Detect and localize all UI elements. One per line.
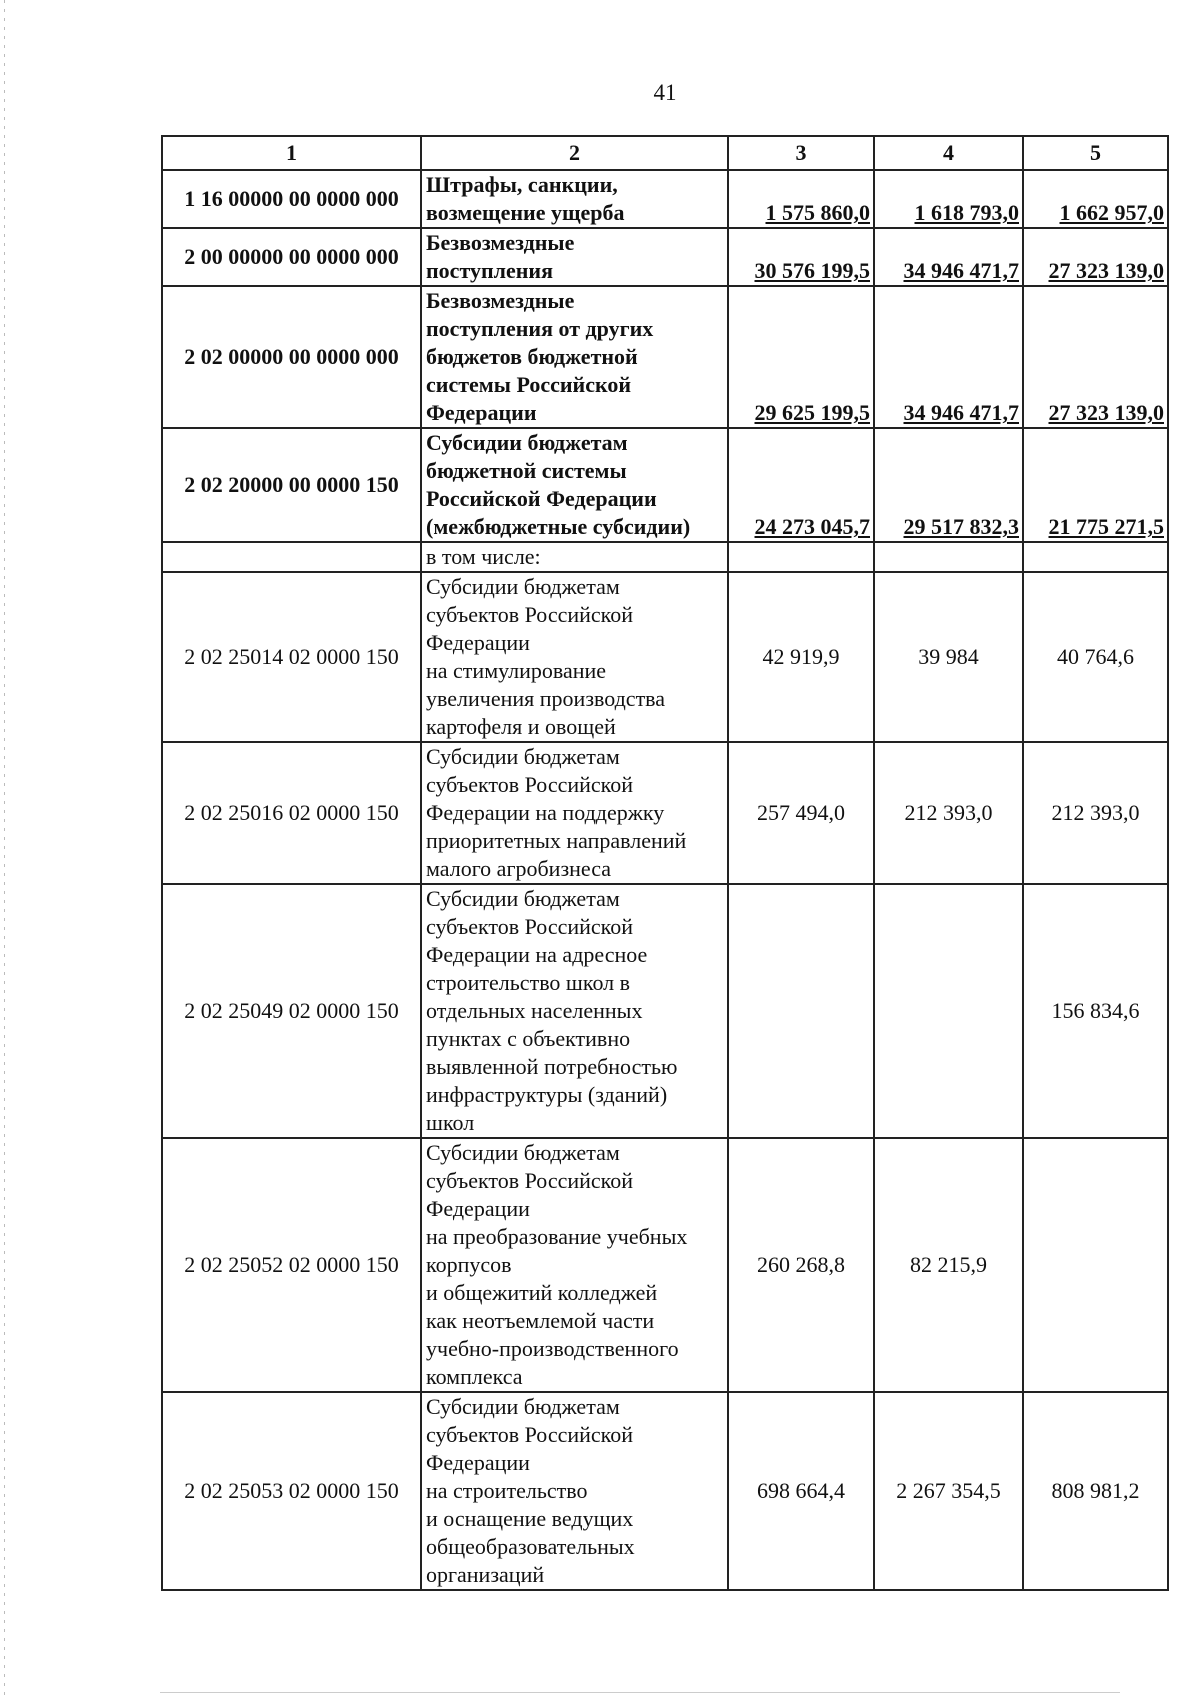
revenue-name-line: Субсидии бюджетам bbox=[426, 430, 628, 455]
amount-year-1: 257 494,0 bbox=[728, 742, 874, 884]
revenue-name-line: субъектов Российской bbox=[426, 772, 634, 797]
revenue-name bbox=[421, 1138, 728, 1392]
amount-year-2: 2 267 354,5 bbox=[874, 1392, 1023, 1590]
revenue-name-line: как неотъемлемой части bbox=[426, 1308, 655, 1333]
revenue-name-line: организаций bbox=[426, 1562, 545, 1587]
classification-code: 2 02 25049 02 0000 150 bbox=[162, 884, 421, 1138]
revenue-name-line: субъектов Российской bbox=[426, 1422, 634, 1447]
revenue-name-line: Безвозмездные bbox=[426, 288, 575, 313]
revenue-name-line: пунктах с объективно bbox=[426, 1026, 631, 1051]
revenue-name-line: субъектов Российской bbox=[426, 1168, 634, 1193]
amount-year-3: 212 393,0 bbox=[1023, 742, 1168, 884]
table-row bbox=[162, 572, 1168, 742]
revenue-name-line: и общежитий колледжей bbox=[426, 1280, 658, 1305]
classification-code: 2 02 25014 02 0000 150 bbox=[162, 572, 421, 742]
revenue-name bbox=[421, 286, 728, 428]
classification-code: 2 02 00000 00 0000 000 bbox=[162, 286, 421, 428]
amount-year-3: 1 662 957,0 bbox=[1023, 170, 1168, 228]
revenue-name-line: субъектов Российской bbox=[426, 602, 634, 627]
revenue-name-line: школ bbox=[426, 1110, 475, 1135]
revenue-name-line: учебно-производственного bbox=[426, 1336, 679, 1361]
amount-year-1 bbox=[728, 542, 874, 572]
column-header: 4 bbox=[874, 136, 1023, 170]
revenue-name-line: Штрафы, санкции, bbox=[426, 172, 618, 197]
revenue-name-line: Безвозмездные bbox=[426, 230, 575, 255]
amount-year-1: 24 273 045,7 bbox=[728, 428, 874, 542]
revenue-name-line: картофеля и овощей bbox=[426, 714, 616, 739]
revenue-name-line: Федерации bbox=[426, 1196, 530, 1221]
revenue-name-line: увеличения производства bbox=[426, 686, 666, 711]
amount-year-1: 30 576 199,5 bbox=[728, 228, 874, 286]
revenue-name-line: и оснащение ведущих bbox=[426, 1506, 634, 1531]
revenue-name-line: общеобразовательных bbox=[426, 1534, 635, 1559]
revenue-name-line: субъектов Российской bbox=[426, 914, 634, 939]
revenue-name-line: поступления bbox=[426, 258, 553, 283]
revenue-name bbox=[421, 742, 728, 884]
amount-year-3: 40 764,6 bbox=[1023, 572, 1168, 742]
revenue-name-line: на преобразование учебных bbox=[426, 1224, 688, 1249]
revenue-name-line: (межбюджетные субсидии) bbox=[426, 514, 691, 539]
amount-year-2: 34 946 471,7 bbox=[874, 286, 1023, 428]
amount-year-3: 156 834,6 bbox=[1023, 884, 1168, 1138]
amount-year-1: 29 625 199,5 bbox=[728, 286, 874, 428]
amount-year-3 bbox=[1023, 542, 1168, 572]
amount-year-3: 21 775 271,5 bbox=[1023, 428, 1168, 542]
revenue-name-line: выявленной потребностью bbox=[426, 1054, 678, 1079]
revenue-name bbox=[421, 428, 728, 542]
revenue-name bbox=[421, 228, 728, 286]
classification-code: 2 00 00000 00 0000 000 bbox=[162, 228, 421, 286]
amount-year-1: 698 664,4 bbox=[728, 1392, 874, 1590]
amount-year-2: 39 984 bbox=[874, 572, 1023, 742]
revenue-name-line: на стимулирование bbox=[426, 658, 607, 683]
table-row bbox=[162, 1138, 1168, 1392]
revenue-name-line: малого агробизнеса bbox=[426, 856, 612, 881]
revenue-name-line: Субсидии бюджетам bbox=[426, 1140, 620, 1165]
revenue-name-line: Федерации bbox=[426, 1450, 530, 1475]
amount-year-1 bbox=[728, 884, 874, 1138]
revenue-name-line: отдельных населенных bbox=[426, 998, 643, 1023]
table-row bbox=[162, 286, 1168, 428]
table-row bbox=[162, 742, 1168, 884]
amount-year-2: 29 517 832,3 bbox=[874, 428, 1023, 542]
revenue-name-line: возмещение ущерба bbox=[426, 200, 625, 225]
revenue-name-line: в том числе: bbox=[426, 544, 541, 569]
classification-code: 2 02 25053 02 0000 150 bbox=[162, 1392, 421, 1590]
amount-year-2: 34 946 471,7 bbox=[874, 228, 1023, 286]
column-header: 3 bbox=[728, 136, 874, 170]
table-row bbox=[162, 170, 1168, 228]
table-row bbox=[162, 228, 1168, 286]
revenue-name-line: Субсидии бюджетам bbox=[426, 1394, 620, 1419]
revenue-name bbox=[421, 542, 728, 572]
revenue-name-line: корпусов bbox=[426, 1252, 512, 1277]
table-header-row bbox=[162, 136, 1168, 170]
amount-year-1: 260 268,8 bbox=[728, 1138, 874, 1392]
column-header: 1 bbox=[162, 136, 421, 170]
revenue-name bbox=[421, 1392, 728, 1590]
revenue-name-line: Федерации bbox=[426, 630, 530, 655]
amount-year-2 bbox=[874, 542, 1023, 572]
classification-code: 2 02 20000 00 0000 150 bbox=[162, 428, 421, 542]
table-row bbox=[162, 1392, 1168, 1590]
revenue-name-line: на строительство bbox=[426, 1478, 588, 1503]
budget-table bbox=[161, 135, 1169, 1591]
revenue-name-line: приоритетных направлений bbox=[426, 828, 687, 853]
revenue-name bbox=[421, 884, 728, 1138]
revenue-name-line: системы Российской bbox=[426, 372, 632, 397]
revenue-name-line: Субсидии бюджетам bbox=[426, 886, 620, 911]
classification-code: 1 16 00000 00 0000 000 bbox=[162, 170, 421, 228]
revenue-name-line: Субсидии бюджетам bbox=[426, 574, 620, 599]
revenue-name-line: поступления от других bbox=[426, 316, 654, 341]
column-header: 5 bbox=[1023, 136, 1168, 170]
scan-edge bbox=[4, 0, 5, 1701]
amount-year-2 bbox=[874, 884, 1023, 1138]
revenue-name-line: Федерации на адресное bbox=[426, 942, 648, 967]
revenue-name-line: комплекса bbox=[426, 1364, 523, 1389]
amount-year-1: 42 919,9 bbox=[728, 572, 874, 742]
amount-year-2: 1 618 793,0 bbox=[874, 170, 1023, 228]
revenue-name bbox=[421, 170, 728, 228]
revenue-name-line: Субсидии бюджетам bbox=[426, 744, 620, 769]
scan-bottom-edge bbox=[160, 1692, 1120, 1693]
revenue-name-line: строительство школ в bbox=[426, 970, 631, 995]
amount-year-2: 212 393,0 bbox=[874, 742, 1023, 884]
column-header: 2 bbox=[421, 136, 728, 170]
table-row bbox=[162, 542, 1168, 572]
table-row bbox=[162, 428, 1168, 542]
revenue-name-line: Федерации bbox=[426, 400, 537, 425]
classification-code: 2 02 25016 02 0000 150 bbox=[162, 742, 421, 884]
revenue-name-line: бюджетной системы bbox=[426, 458, 627, 483]
revenue-name-line: инфраструктуры (зданий) bbox=[426, 1082, 668, 1107]
amount-year-3 bbox=[1023, 1138, 1168, 1392]
revenue-name bbox=[421, 572, 728, 742]
amount-year-1: 1 575 860,0 bbox=[728, 170, 874, 228]
amount-year-3: 808 981,2 bbox=[1023, 1392, 1168, 1590]
classification-code bbox=[162, 542, 421, 572]
amount-year-3: 27 323 139,0 bbox=[1023, 286, 1168, 428]
revenue-name-line: Российской Федерации bbox=[426, 486, 657, 511]
classification-code: 2 02 25052 02 0000 150 bbox=[162, 1138, 421, 1392]
amount-year-3: 27 323 139,0 bbox=[1023, 228, 1168, 286]
amount-year-2: 82 215,9 bbox=[874, 1138, 1023, 1392]
table-row bbox=[162, 884, 1168, 1138]
page-number: 41 bbox=[653, 80, 677, 105]
revenue-name-line: бюджетов бюджетной bbox=[426, 344, 638, 369]
revenue-name-line: Федерации на поддержку bbox=[426, 800, 665, 825]
